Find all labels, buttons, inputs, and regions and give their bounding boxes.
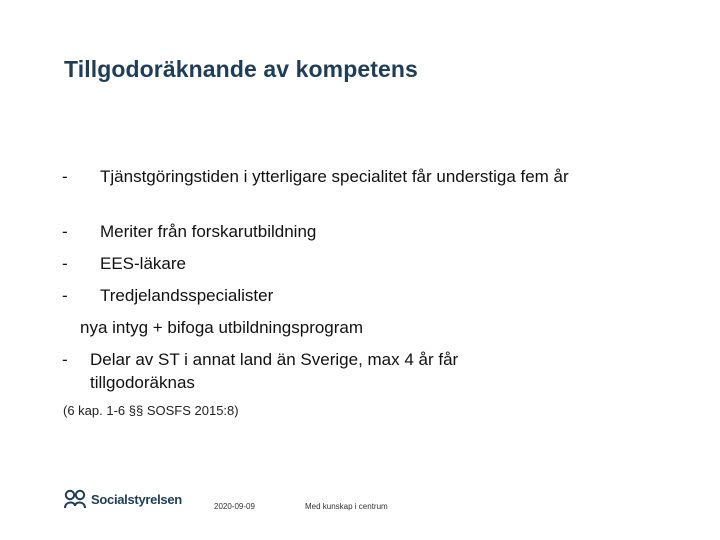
- bullet-text: Meriter från forskarutbildning: [100, 222, 317, 241]
- bullet-marker: -: [62, 350, 68, 369]
- bullet-text: Tjänstgöringstiden i ytterligare specialitet får understiga fem år: [100, 167, 569, 186]
- logo-text: Socialstyrelsen: [91, 491, 182, 507]
- bullet-marker: -: [62, 222, 68, 241]
- footer-tagline: Med kunskap i centrum: [305, 502, 388, 511]
- footer-date: 2020-09-09: [214, 502, 255, 511]
- legal-reference: (6 kap. 1-6 §§ SOSFS 2015:8): [63, 403, 239, 418]
- bullet-text: Tredjelandsspecialister: [100, 286, 274, 305]
- bullet-marker: -: [62, 254, 68, 273]
- bullet-marker: -: [62, 286, 68, 305]
- sub-note: nya intyg + bifoga utbildningsprogram: [80, 318, 364, 337]
- bullet-marker: -: [62, 167, 68, 186]
- bullet-text: EES-läkare: [100, 254, 186, 273]
- bullet-text: Delar av ST i annat land än Sverige, max 4 år får tillgodoräknas: [90, 350, 459, 392]
- socialstyrelsen-emblem-icon: [62, 488, 88, 510]
- slide-title: Tillgodoräknande av kompetens: [64, 56, 418, 82]
- socialstyrelsen-logo: [62, 488, 182, 510]
